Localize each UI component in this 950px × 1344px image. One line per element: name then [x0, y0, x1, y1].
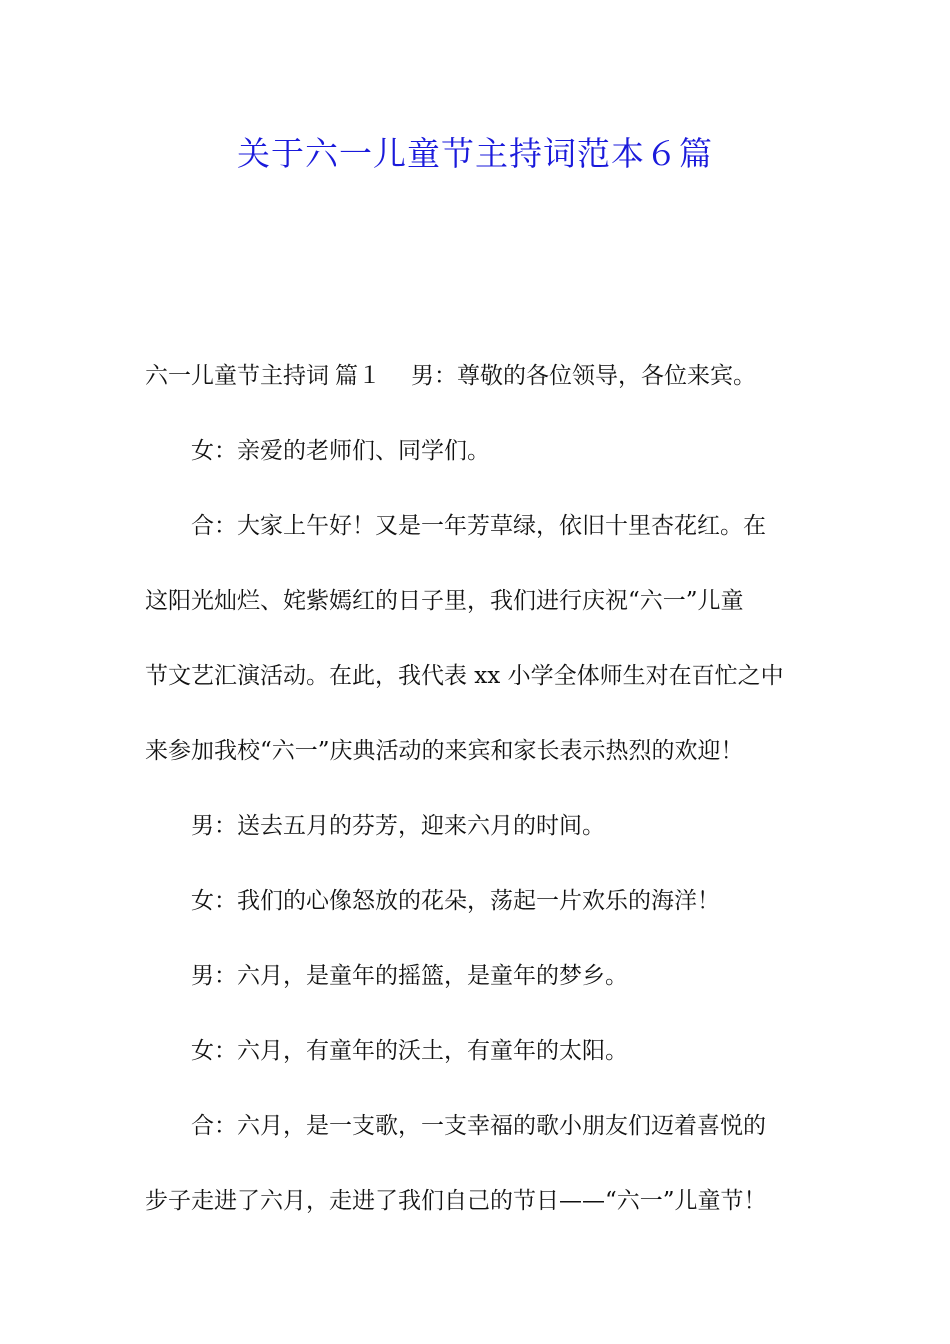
paragraph: 女：我们的心像怒放的花朵，荡起一片欢乐的海洋！	[191, 888, 720, 914]
paragraph: 男：六月，是童年的摇篮，是童年的梦乡。	[191, 963, 628, 989]
section-number: 篇１	[335, 363, 381, 389]
paragraph-continuation: 步子走进了六月，走进了我们自己的节日——“六一”儿童节！	[145, 1188, 767, 1214]
paragraph-continuation: 来参加我校“六一”庆典活动的来宾和家长表示热烈的欢迎！	[145, 738, 744, 764]
paragraph-continuation: 这阳光灿烂、姹紫嫣红的日子里，我们进行庆祝“六一”儿童	[145, 588, 744, 614]
paragraph: 合：大家上午好！又是一年芳草绿，依旧十里杏花红。在	[191, 513, 766, 539]
paragraph: 合：六月，是一支歌，一支幸福的歌小朋友们迈着喜悦的	[191, 1113, 766, 1139]
paragraph-text: 男：尊敬的各位领导，各位来宾。	[411, 363, 756, 389]
paragraph: 女：亲爱的老师们、同学们。	[191, 438, 490, 464]
section-heading: 六一儿童节主持词	[145, 363, 329, 389]
paragraph: 男：送去五月的芬芳，迎来六月的时间。	[191, 813, 605, 839]
paragraph-first-line	[145, 339, 809, 414]
paragraph-continuation: 节文艺汇演活动。在此，我代表 xx 小学全体师生对在百忙之中	[145, 663, 784, 689]
paragraph: 女：六月，有童年的沃土，有童年的太阳。	[191, 1038, 628, 1064]
document-title: 关于六一儿童节主持词范本６篇	[237, 134, 713, 173]
document-body	[145, 339, 809, 1239]
